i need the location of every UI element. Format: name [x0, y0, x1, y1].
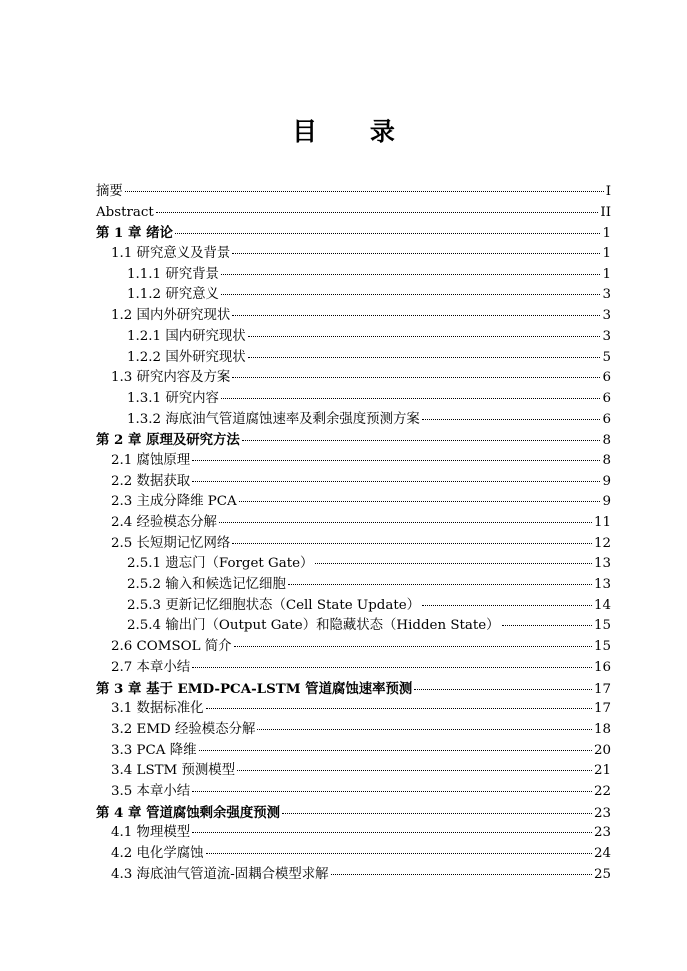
toc-entry-label: 3.1 数据标准化	[111, 701, 204, 717]
toc-entry-label: 1.1 研究意义及背景	[111, 246, 231, 262]
toc-entry-page-number: 12	[593, 535, 611, 551]
toc-entry[interactable]	[96, 410, 611, 431]
toc-entry-page-number: 3	[602, 287, 611, 303]
dot-leader	[221, 397, 601, 399]
toc-entry[interactable]	[96, 534, 611, 555]
dot-leader	[234, 645, 592, 647]
toc-entry-page-number: 9	[602, 473, 611, 489]
toc-entry-label: 2.5.4 输出门（Output Gate）和隐藏状态（Hidden State）	[127, 618, 500, 634]
toc-entry-label: 4.2 电化学腐蚀	[111, 846, 204, 861]
toc-entry-label: 第 3 章 基于 EMD-PCA-LSTM 管道腐蚀速率预测	[96, 680, 413, 697]
toc-entry-label: 2.1 腐蚀原理	[111, 452, 191, 468]
dot-leader	[242, 439, 601, 441]
toc-entry[interactable]	[96, 782, 611, 803]
toc-entry-page-number: 9	[602, 494, 611, 510]
dot-leader	[192, 459, 600, 461]
toc-entry[interactable]	[96, 223, 611, 244]
dot-leader	[232, 376, 600, 378]
toc-entry-page-number: 13	[593, 556, 611, 572]
dot-leader	[192, 831, 592, 833]
toc-entry-page-number: 8	[602, 452, 611, 468]
toc-entry-label: Abstract	[96, 204, 154, 220]
toc-entry[interactable]	[96, 244, 611, 265]
toc-entry[interactable]	[96, 761, 611, 782]
toc-entry[interactable]	[96, 803, 611, 824]
toc-entry-label: 1.1.2 研究意义	[127, 287, 219, 303]
toc-entry-page-number: 14	[593, 597, 611, 613]
dot-leader	[502, 624, 592, 626]
toc-entry[interactable]	[96, 699, 611, 720]
dot-leader	[175, 232, 601, 234]
toc-entry-page-number: 6	[602, 370, 611, 386]
toc-entry-page-number: 18	[593, 721, 611, 737]
dot-leader	[219, 521, 592, 523]
toc-entry-page-number: 17	[593, 701, 611, 717]
toc-entry-label: 2.7 本章小结	[111, 659, 191, 675]
toc-entry[interactable]	[96, 596, 611, 617]
toc-entry[interactable]	[96, 348, 611, 369]
toc-entry-page-number: 13	[593, 577, 611, 593]
toc-entry[interactable]	[96, 306, 611, 327]
toc-entry-page-number: 20	[593, 742, 611, 758]
dot-leader	[221, 273, 601, 275]
toc-entry-label: 2.4 经验模态分解	[111, 515, 217, 530]
toc-entry-label: 摘要	[96, 184, 123, 199]
toc-entry-label: 1.2.1 国内研究现状	[127, 328, 246, 344]
toc-entry-page-number: 1	[602, 266, 611, 282]
toc-entry[interactable]	[96, 265, 611, 286]
toc-entry-page-number: 3	[602, 328, 611, 344]
toc-entry-label: 1.1.1 研究背景	[127, 266, 219, 282]
dot-leader	[237, 769, 592, 771]
dot-leader	[199, 749, 592, 751]
dot-leader	[192, 480, 600, 482]
toc-entry[interactable]	[96, 741, 611, 762]
toc-entry-page-number: 24	[593, 846, 611, 861]
dot-leader	[206, 852, 592, 854]
dot-leader	[288, 583, 592, 585]
toc-entry[interactable]	[96, 368, 611, 389]
toc-entry[interactable]	[96, 679, 611, 700]
toc-entry[interactable]	[96, 575, 611, 596]
page-title: 目 录	[292, 117, 417, 146]
toc-entry-label: 2.5.2 输入和候选记忆细胞	[127, 577, 286, 593]
toc-entry-label: 第 2 章 原理及研究方法	[96, 432, 240, 449]
toc-entry[interactable]	[96, 658, 611, 679]
dot-leader	[257, 728, 592, 730]
dot-leader	[221, 293, 601, 295]
toc-entry-page-number: 6	[602, 411, 611, 427]
toc-entry[interactable]	[96, 451, 611, 472]
toc-entry[interactable]	[96, 844, 611, 865]
toc-entry-page-number: 16	[593, 659, 611, 675]
toc-entry-label: 第 4 章 管道腐蚀剩余强度预测	[96, 804, 280, 821]
dot-leader	[239, 500, 601, 502]
toc-entry[interactable]	[96, 203, 611, 224]
toc-entry-label: 1.2 国内外研究现状	[111, 308, 231, 324]
toc-entry-page-number: 23	[593, 825, 611, 841]
toc-entry-page-number: 15	[593, 618, 611, 634]
toc-entry[interactable]	[96, 389, 611, 410]
toc-entry-page-number: 23	[593, 805, 611, 821]
toc-entry-label: 1.3.1 研究内容	[127, 390, 219, 406]
toc-entry[interactable]	[96, 285, 611, 306]
toc-entry[interactable]	[96, 430, 611, 451]
toc-entry-label: 2.5.1 遗忘门（Forget Gate）	[127, 556, 314, 572]
toc-entry-label: 3.5 本章小结	[111, 783, 191, 799]
toc-entry-page-number: 25	[593, 866, 611, 882]
toc-entry[interactable]	[96, 182, 611, 203]
toc-entry-label: 4.1 物理模型	[111, 825, 191, 841]
dot-leader	[206, 707, 592, 709]
toc-entry-label: 3.3 PCA 降维	[111, 742, 197, 758]
toc-entry-page-number: 8	[602, 433, 611, 449]
toc-entry-page-number: 5	[602, 349, 611, 365]
dot-leader	[422, 604, 592, 606]
toc-entry-label: 1.3.2 海底油气管道腐蚀速率及剩余强度预测方案	[127, 411, 420, 427]
toc-entry-page-number: 22	[593, 783, 611, 799]
dot-leader	[414, 688, 592, 690]
toc-entry-label: 1.3 研究内容及方案	[111, 370, 231, 386]
dot-leader	[232, 542, 592, 544]
dot-leader	[248, 356, 601, 358]
toc-entry[interactable]	[96, 554, 611, 575]
toc-entry-page-number: 17	[593, 681, 611, 697]
toc-entry[interactable]	[96, 513, 611, 534]
dot-leader	[422, 418, 601, 420]
toc-entry-label: 2.6 COMSOL 简介	[111, 639, 232, 655]
dot-leader	[315, 562, 592, 564]
table-of-contents	[96, 182, 611, 885]
toc-entry-page-number: 11	[593, 515, 611, 530]
toc-entry-page-number: 1	[602, 246, 611, 262]
toc-entry-page-number: 3	[602, 308, 611, 324]
toc-entry-label: 3.4 LSTM 预测模型	[111, 763, 236, 779]
dot-leader	[192, 790, 592, 792]
toc-entry-page-number: I	[605, 184, 611, 199]
toc-entry[interactable]	[96, 327, 611, 348]
toc-entry[interactable]	[96, 492, 611, 513]
toc-entry[interactable]	[96, 616, 611, 637]
dot-leader	[232, 252, 600, 254]
toc-entry-label: 4.3 海底油气管道流-固耦合模型求解	[111, 866, 329, 882]
toc-entry[interactable]	[96, 720, 611, 741]
dot-leader	[331, 873, 592, 875]
toc-entry-label: 2.5.3 更新记忆细胞状态（Cell State Update）	[127, 597, 421, 613]
dot-leader	[282, 812, 592, 814]
toc-entry-page-number: II	[600, 204, 611, 220]
dot-leader	[156, 211, 599, 213]
toc-entry-label: 2.5 长短期记忆网络	[111, 535, 231, 551]
dot-leader	[248, 335, 601, 337]
toc-entry[interactable]	[96, 637, 611, 658]
toc-entry-label: 1.2.2 国外研究现状	[127, 349, 246, 365]
toc-entry[interactable]	[96, 472, 611, 493]
toc-entry[interactable]	[96, 865, 611, 886]
dot-leader	[125, 190, 604, 192]
toc-entry-page-number: 1	[602, 226, 611, 242]
toc-entry-label: 第 1 章 绪论	[96, 225, 173, 242]
toc-entry-page-number: 15	[593, 639, 611, 655]
dot-leader	[232, 314, 600, 316]
toc-entry[interactable]	[96, 823, 611, 844]
toc-entry-page-number: 6	[602, 390, 611, 406]
toc-entry-page-number: 21	[593, 763, 611, 779]
toc-entry-label: 2.2 数据获取	[111, 473, 191, 489]
dot-leader	[192, 666, 592, 668]
toc-entry-label: 2.3 主成分降维 PCA	[111, 494, 237, 510]
toc-entry-label: 3.2 EMD 经验模态分解	[111, 721, 256, 737]
